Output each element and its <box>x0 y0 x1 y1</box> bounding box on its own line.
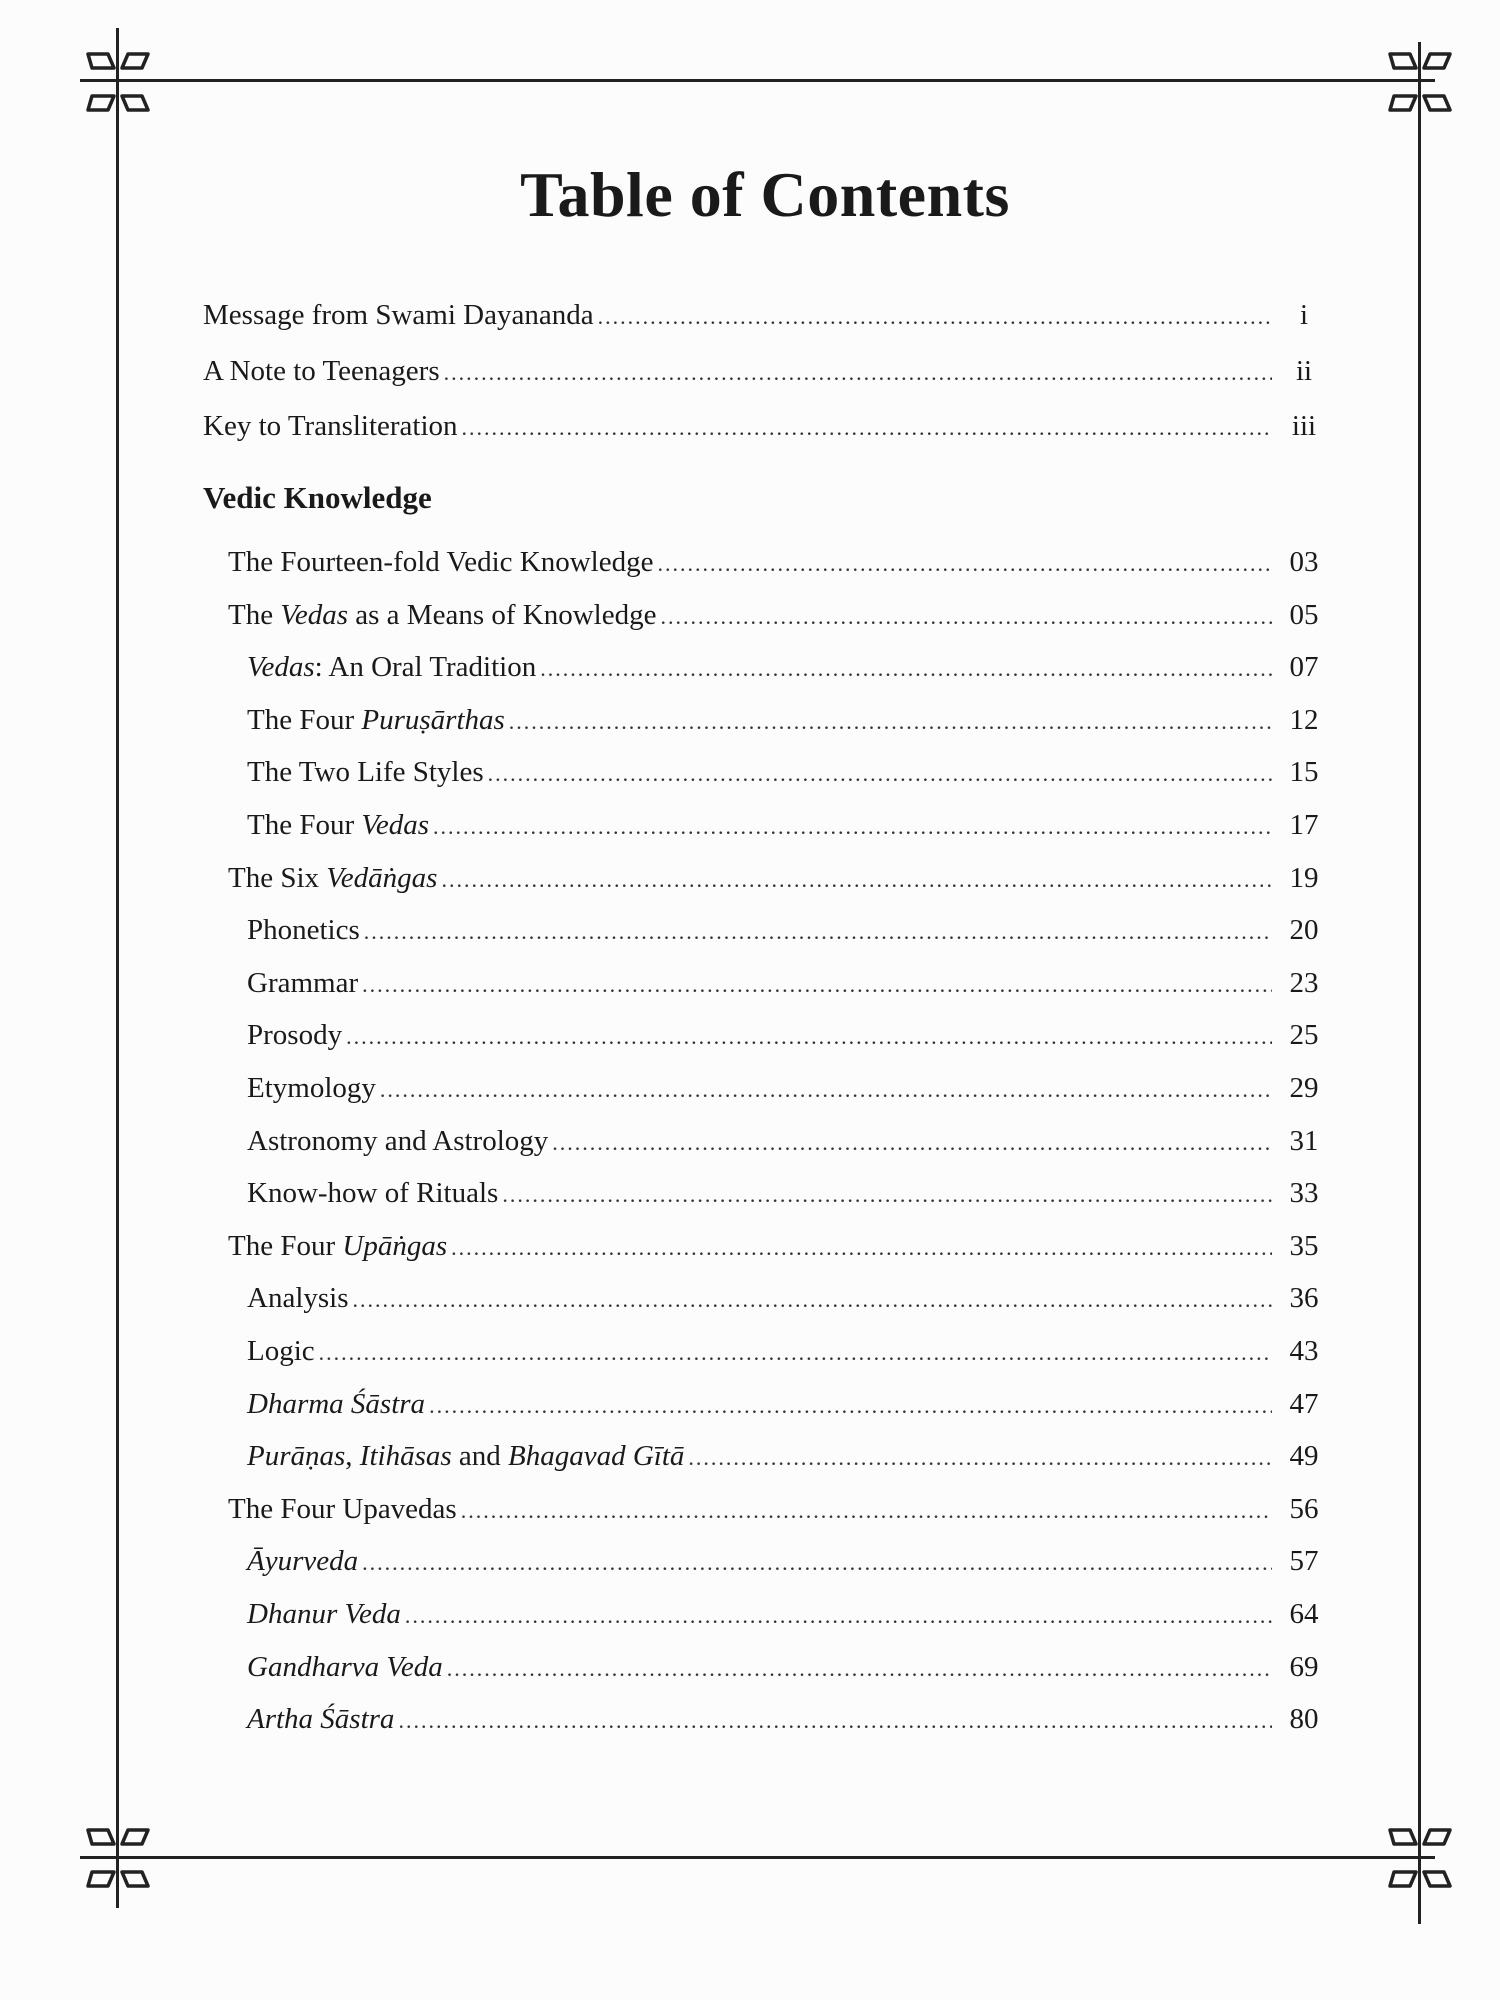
toc-entry-title <box>228 542 653 582</box>
toc-entry-title-text: The Six <box>228 862 327 894</box>
toc-entry-title: A Note to Teenagers <box>203 355 440 387</box>
toc-leader-dots <box>319 1333 1272 1373</box>
toc-entry-page: 33 <box>1289 1177 1319 1209</box>
toc-entry-title <box>247 1278 349 1318</box>
toc-entry-title-text: Etymology <box>247 1072 376 1104</box>
toc-leader-dots <box>405 1596 1272 1636</box>
toc-entry-page: 43 <box>1289 1335 1319 1367</box>
toc-entry-page: ii <box>1295 355 1313 387</box>
toc-leader-dots <box>502 1175 1272 1215</box>
corner-ornament-icon <box>78 42 158 122</box>
page-title: Table of Contents <box>520 159 1010 230</box>
toc-entry[interactable] <box>247 1015 1330 1055</box>
toc-entry-page: 36 <box>1289 1282 1319 1314</box>
toc-entry-title <box>247 1015 342 1055</box>
toc-entry-title <box>247 1121 548 1161</box>
toc-entry[interactable] <box>247 1121 1330 1161</box>
toc-entry[interactable] <box>247 805 1330 845</box>
toc-entry[interactable] <box>228 858 1330 898</box>
toc-entry[interactable] <box>247 700 1330 740</box>
toc-entry-title-text: Know-how of Rituals <box>247 1177 499 1209</box>
toc-leader-dots <box>552 1123 1272 1163</box>
toc-entry-title-italic: Bhagavad Gītā <box>508 1440 685 1472</box>
toc-entry-title-italic: Purāṇas <box>247 1440 346 1472</box>
toc-entry-page: 31 <box>1289 1125 1319 1157</box>
toc-entry-title-text: The <box>228 599 281 631</box>
toc-entry-title <box>228 1489 457 1529</box>
corner-ornament-icon <box>78 1818 158 1898</box>
frame-bottom-rule <box>80 1856 1435 1859</box>
toc-entry-title <box>247 963 358 1003</box>
frame-left-rule <box>116 28 119 1908</box>
toc-entry-title <box>247 1436 684 1476</box>
toc-leader-dots <box>540 649 1272 689</box>
toc-entry-page: 03 <box>1289 546 1319 578</box>
toc-entry-title <box>247 1647 443 1687</box>
toc-entry[interactable] <box>247 1331 1330 1371</box>
toc-leader-dots <box>488 754 1272 794</box>
toc-leader-dots <box>362 1543 1272 1583</box>
toc-entry-title <box>228 595 656 635</box>
toc-entry[interactable] <box>228 1226 1330 1266</box>
toc-entry-title <box>247 1699 394 1739</box>
frame-top-rule <box>80 79 1435 82</box>
toc-entry-page: 49 <box>1289 1440 1319 1472</box>
toc-entry-page: 80 <box>1289 1703 1319 1735</box>
toc-leader-dots <box>380 1070 1272 1110</box>
toc-entry-title-italic: Upāṅgas <box>342 1230 448 1262</box>
toc-entry-title <box>247 1331 315 1371</box>
toc-entry-page: 19 <box>1289 862 1319 894</box>
toc-entry-title-text: Astronomy and Astrology <box>247 1125 549 1157</box>
toc-entry[interactable] <box>203 406 1330 446</box>
toc-leader-dots <box>353 1280 1273 1320</box>
toc-entry-title <box>247 1384 425 1424</box>
toc-leader-dots <box>429 1386 1272 1426</box>
section-heading: Vedic Knowledge <box>203 480 432 515</box>
toc-entry[interactable] <box>228 595 1330 635</box>
toc-entry-title: Message from Swami Dayananda <box>203 299 594 331</box>
toc-entry-title-italic: Itihāsas <box>359 1440 452 1472</box>
toc-entry[interactable] <box>247 1068 1330 1108</box>
toc-entry-title <box>247 1068 376 1108</box>
toc-entry-page: 57 <box>1289 1545 1319 1577</box>
toc-leader-dots <box>660 597 1272 637</box>
toc-entry-title-italic: Puruṣārthas <box>361 704 505 736</box>
toc-entry-page: 12 <box>1289 704 1319 736</box>
toc-leader-dots <box>657 544 1272 584</box>
toc-entry[interactable] <box>247 1436 1330 1476</box>
toc-entry-title-text: The Four <box>228 1230 343 1262</box>
toc-entry[interactable] <box>247 647 1330 687</box>
toc-entry-title-italic: Vedāṅgas <box>326 862 438 894</box>
toc-entry-title-text: Grammar <box>247 967 359 999</box>
toc-entry-page: 17 <box>1289 809 1319 841</box>
toc-entry-title-text: and <box>451 1440 509 1472</box>
toc-entry-title <box>247 1541 358 1581</box>
toc-entry[interactable] <box>247 1541 1330 1581</box>
toc-entry-title-italic: Dhanur Veda <box>247 1598 401 1630</box>
toc-leader-dots <box>433 807 1272 847</box>
toc-entry-title-text: Prosody <box>247 1019 343 1051</box>
toc-leader-dots <box>364 912 1272 952</box>
toc-entry[interactable] <box>203 295 1330 335</box>
toc-entry-page: iii <box>1291 410 1317 442</box>
toc-entry-page: 47 <box>1289 1388 1319 1420</box>
toc-entry-title <box>228 858 437 898</box>
toc-entry-title-italic: Vedas <box>361 809 430 841</box>
toc-leader-dots <box>688 1438 1272 1478</box>
toc-entry[interactable] <box>247 1384 1330 1424</box>
toc-entry-page: 69 <box>1289 1651 1319 1683</box>
toc-entry-page: 25 <box>1289 1019 1319 1051</box>
toc-entry-title-text: as a Means of Knowledge <box>348 599 657 631</box>
toc-leader-dots <box>398 1701 1272 1741</box>
toc-entry-title-text: The Four Upavedas <box>228 1493 457 1525</box>
toc-entry-page: 15 <box>1289 756 1319 788</box>
toc-entry[interactable] <box>228 542 1330 582</box>
toc-entry-title-italic: Vedas <box>280 599 349 631</box>
toc-entry-title-text: Logic <box>247 1335 315 1367</box>
toc-entry[interactable] <box>247 1278 1330 1318</box>
toc-leader-dots <box>462 408 1272 448</box>
toc-leader-dots <box>346 1017 1272 1057</box>
toc-entry[interactable] <box>247 1647 1330 1687</box>
toc-entry-title-italic: Gandharva Veda <box>247 1651 443 1683</box>
toc-leader-dots <box>451 1228 1272 1268</box>
toc-entry-title-text: The Two Life Styles <box>247 756 484 788</box>
toc-entry-title-text: Analysis <box>247 1282 349 1314</box>
toc-entry[interactable] <box>247 752 1330 792</box>
toc-entry-title-text: The Four <box>247 809 362 841</box>
toc-entry-page: 56 <box>1289 1493 1319 1525</box>
corner-ornament-icon <box>1380 42 1460 122</box>
corner-ornament-icon <box>1380 1818 1460 1898</box>
frame-right-rule <box>1418 42 1421 1924</box>
toc-entry-title-text: The Four <box>247 704 362 736</box>
toc-entry-page: i <box>1299 299 1309 331</box>
toc-entry-page: 35 <box>1289 1230 1319 1262</box>
toc-entry-title-italic: Dharma Śāstra <box>247 1388 426 1420</box>
toc-entry-page: 29 <box>1289 1072 1319 1104</box>
toc-leader-dots <box>444 353 1272 393</box>
toc-leader-dots <box>461 1491 1272 1531</box>
toc-entry-title-italic: Vedas <box>247 651 315 683</box>
toc-entry-title-italic: Āyurveda <box>247 1545 359 1577</box>
toc-entry[interactable] <box>247 1173 1330 1213</box>
toc-entry-page: 23 <box>1289 967 1319 999</box>
toc-leader-dots <box>441 860 1272 900</box>
toc-leader-dots <box>447 1649 1272 1689</box>
toc-leader-dots <box>509 702 1272 742</box>
toc-leader-dots <box>598 297 1272 337</box>
toc-entry[interactable] <box>228 1489 1330 1529</box>
toc-entry[interactable] <box>203 351 1330 391</box>
toc-leader-dots <box>362 965 1272 1005</box>
toc-entry[interactable] <box>247 1699 1330 1739</box>
toc-entry-title-text: : An Oral Tradition <box>314 651 537 683</box>
toc-entry-title <box>247 910 360 950</box>
toc-entry[interactable] <box>247 963 1330 1003</box>
toc-entry[interactable] <box>247 910 1330 950</box>
toc-entry-title <box>247 752 484 792</box>
toc-entry-page: 64 <box>1289 1598 1319 1630</box>
toc-entry-page: 20 <box>1289 914 1319 946</box>
toc-entry-page: 05 <box>1289 599 1319 631</box>
toc-entry-title <box>247 1594 401 1634</box>
toc-entry-title: Key to Transliteration <box>203 410 458 442</box>
toc-entry-title-text: , <box>345 1440 360 1472</box>
toc-entry[interactable] <box>247 1594 1330 1634</box>
toc-entry-title-text: Phonetics <box>247 914 360 946</box>
toc-entry-title <box>247 700 505 740</box>
toc-entry-title <box>247 647 536 687</box>
toc-entry-title <box>247 805 429 845</box>
toc-entry-title <box>228 1226 447 1266</box>
toc-entry-page: 07 <box>1289 651 1319 683</box>
toc-entry-title-text: The Fourteen-fold Vedic Knowledge <box>228 546 654 578</box>
toc-entry-title-italic: Artha Śāstra <box>247 1703 395 1735</box>
toc-entry-title <box>247 1173 498 1213</box>
